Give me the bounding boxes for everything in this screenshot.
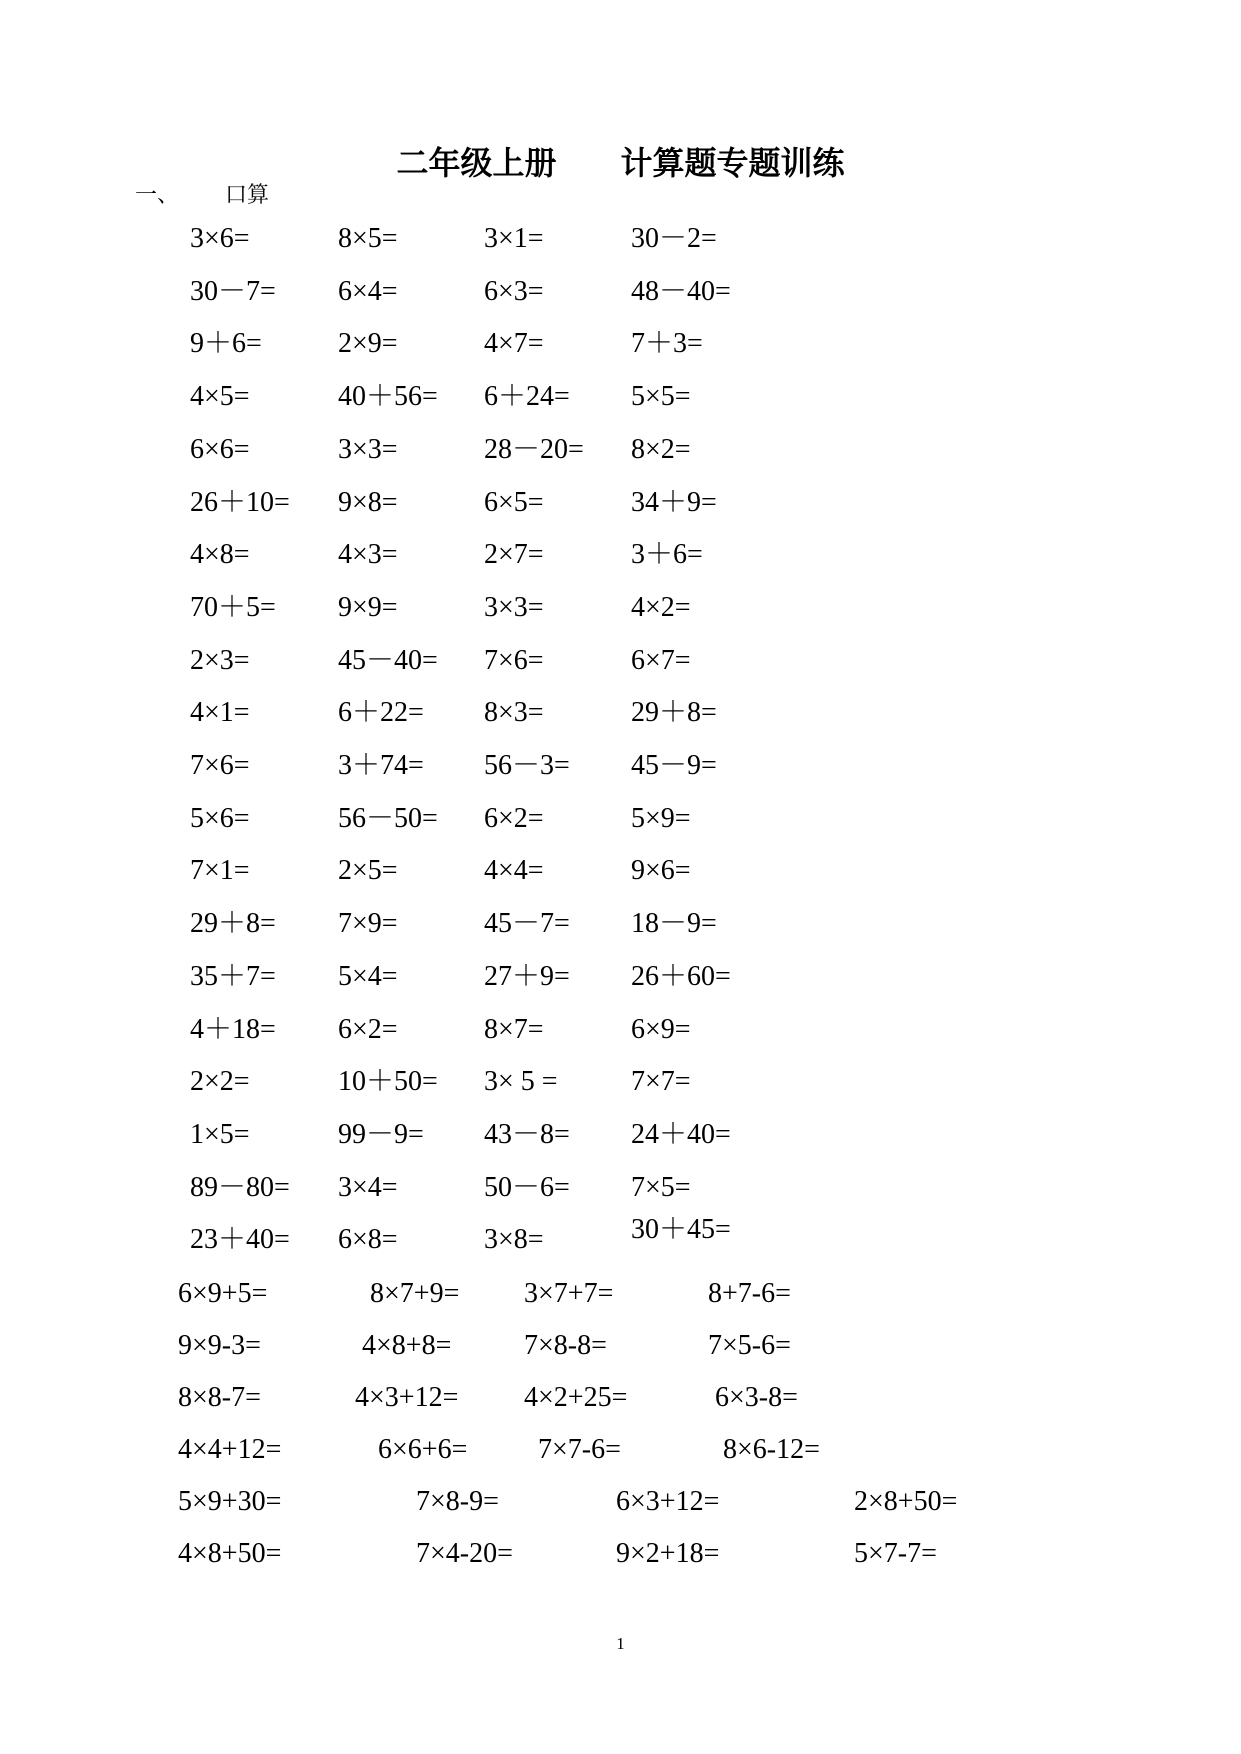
equation: 9×9= — [338, 591, 398, 623]
equation: 26＋60= — [631, 960, 731, 992]
equation: 4×3= — [338, 539, 398, 571]
equation: 45－7= — [484, 908, 570, 940]
equation: 48－40= — [631, 275, 731, 307]
equation: 70＋5= — [190, 591, 276, 623]
equation: 4×2+25= — [524, 1382, 628, 1413]
equation: 10＋50= — [338, 1066, 438, 1098]
equation: 6×6+6= — [378, 1434, 468, 1465]
equation: 34＋9= — [631, 486, 717, 518]
equation: 2×8+50= — [854, 1486, 958, 1517]
equation: 3×1= — [484, 223, 544, 254]
equation: 9×9-3= — [178, 1330, 261, 1361]
equation: 45－40= — [338, 644, 438, 676]
equation: 8×5= — [338, 223, 398, 254]
equation: 3＋74= — [338, 750, 424, 781]
equation: 29＋8= — [190, 908, 276, 940]
equation: 35＋7= — [190, 960, 276, 992]
equation: 9×8= — [338, 486, 398, 518]
equation: 8×7+9= — [370, 1278, 460, 1309]
page-title: 二年级上册 计算题专题训练 — [396, 144, 845, 182]
equation: 50－6= — [484, 1171, 570, 1203]
equation: 8×3= — [484, 697, 544, 729]
equation: 7×6= — [484, 644, 544, 676]
equation: 3×7+7= — [524, 1278, 614, 1309]
equation: 4×2= — [631, 591, 691, 623]
equation: 3×3= — [484, 591, 544, 623]
equation: 6×3= — [484, 275, 544, 307]
equation: 4×4= — [484, 855, 544, 887]
equation: 2×2= — [190, 1066, 250, 1098]
equation: 5×5= — [631, 381, 691, 413]
equation: 3×6= — [190, 223, 250, 254]
section-number: 一、 — [135, 183, 180, 208]
equation: 5×6= — [190, 802, 250, 834]
equation: 43－8= — [484, 1118, 570, 1150]
equation: 8+7-6= — [708, 1278, 791, 1309]
equation: 4×7= — [484, 328, 544, 360]
equation: 6×2= — [484, 802, 544, 834]
equation: 4×4+12= — [178, 1434, 282, 1465]
equation: 6×8= — [338, 1224, 398, 1256]
equation: 29＋8= — [631, 697, 717, 729]
equation: 7×9= — [338, 908, 398, 940]
equation: 40＋56= — [338, 381, 438, 413]
equation: 7×8-9= — [416, 1486, 499, 1517]
equation: 7×4-20= — [416, 1538, 513, 1569]
equation: 3×3= — [338, 433, 398, 465]
equation: 30＋45= — [631, 1214, 731, 1246]
equation: 6×2= — [338, 1013, 398, 1045]
equation: 7×8-8= — [524, 1330, 607, 1361]
equation: 8×8-7= — [178, 1382, 261, 1413]
equation: 6×9+5= — [178, 1278, 268, 1309]
equation: 9×2+18= — [616, 1538, 720, 1569]
equation: 6×6= — [190, 433, 250, 465]
equation: 6×5= — [484, 486, 544, 518]
equation: 4×8+50= — [178, 1538, 282, 1569]
equation: 6×4= — [338, 275, 398, 307]
equation: 99－9= — [338, 1118, 424, 1150]
equation: 6＋24= — [484, 381, 570, 413]
equation: 18－9= — [631, 908, 717, 940]
equation: 7＋3= — [631, 328, 703, 360]
equation: 26＋10= — [190, 486, 290, 518]
equation: 7×7-6= — [538, 1434, 621, 1465]
page-number: 1 — [616, 1634, 625, 1653]
equation: 1×5= — [190, 1118, 250, 1150]
equation: 4×8= — [190, 539, 250, 571]
equation: 8×7= — [484, 1013, 544, 1045]
equation: 23＋40= — [190, 1224, 290, 1256]
equation: 2×5= — [338, 855, 398, 887]
equation: 5×9+30= — [178, 1486, 282, 1517]
equation: 3＋6= — [631, 539, 703, 571]
equation: 4×8+8= — [362, 1330, 452, 1361]
equation: 6×3-8= — [715, 1382, 798, 1413]
equation: 6×3+12= — [616, 1486, 720, 1517]
equation: 89－80= — [190, 1171, 290, 1203]
equation: 30－2= — [631, 223, 717, 254]
section-label: 口算 — [225, 183, 270, 208]
equation: 9＋6= — [190, 328, 262, 360]
equation: 56－50= — [338, 802, 438, 834]
equation: 3×8= — [484, 1224, 544, 1256]
equation: 6×9= — [631, 1013, 691, 1045]
equation: 4×1= — [190, 697, 250, 729]
equation: 7×1= — [190, 855, 250, 887]
equation: 27＋9= — [484, 960, 570, 992]
equation: 4＋18= — [190, 1013, 276, 1045]
equation: 5×4= — [338, 960, 398, 992]
equation: 5×9= — [631, 802, 691, 834]
equation: 6×7= — [631, 644, 691, 676]
equation: 56－3= — [484, 750, 570, 781]
equation: 8×6-12= — [723, 1434, 820, 1465]
equation: 4×3+12= — [355, 1382, 459, 1413]
equation: 7×7= — [631, 1066, 691, 1098]
equation: 8×2= — [631, 433, 691, 465]
equation: 28－20= — [484, 433, 584, 465]
equation: 2×9= — [338, 328, 398, 360]
equation: 2×7= — [484, 539, 544, 571]
equation: 30－7= — [190, 275, 276, 307]
equation: 7×5= — [631, 1171, 691, 1203]
equation: 5×7-7= — [854, 1538, 937, 1569]
equation: 3× 5 = — [484, 1066, 558, 1098]
section-heading — [135, 178, 269, 209]
equation: 4×5= — [190, 381, 250, 413]
equation: 9×6= — [631, 855, 691, 887]
equation: 7×6= — [190, 750, 250, 781]
equation: 24＋40= — [631, 1118, 731, 1150]
equation: 45－9= — [631, 750, 717, 781]
equation: 3×4= — [338, 1171, 398, 1203]
equation: 6＋22= — [338, 697, 424, 729]
equation: 2×3= — [190, 644, 250, 676]
equation: 7×5-6= — [708, 1330, 791, 1361]
